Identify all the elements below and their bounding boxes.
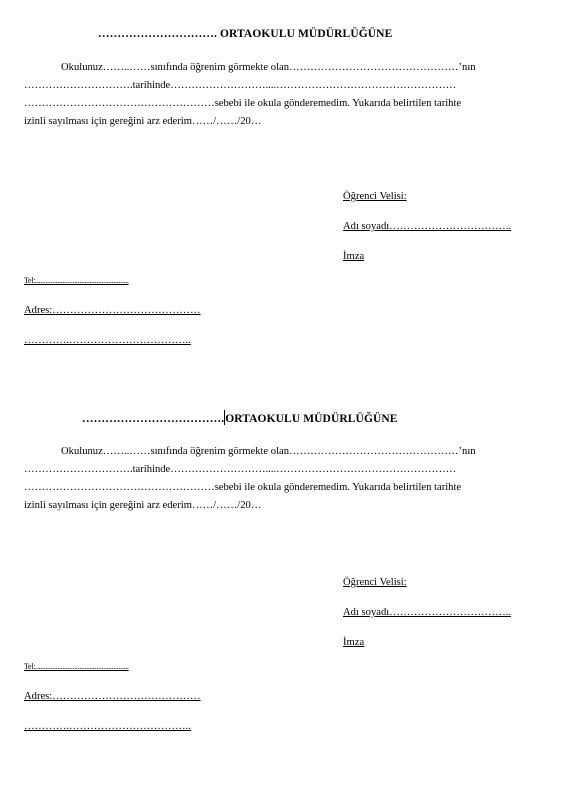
permission-form-2 (24, 410, 543, 732)
guardian-name-field: Adı soyadı…………………………….. (343, 221, 512, 232)
body-line-4: izinli sayılması için gereğini arz ederim……/……/20… (24, 500, 262, 511)
guardian-name-field: Adı soyadı…………………………….. (343, 607, 512, 618)
form-title (24, 26, 543, 42)
form-body (24, 59, 543, 131)
address-field-line-2: ………….…………………………….. (24, 721, 191, 732)
body-line-2: ………………………….tarihinde………………………....…………………………………………… (24, 80, 457, 91)
contact-block (24, 660, 201, 750)
body-line-2: ………………………….tarihinde………………………....…………………………………………… (24, 464, 457, 475)
address-field: Adres:…………………………………… (24, 691, 201, 702)
guardian-signature-field: İmza (343, 637, 365, 648)
address-field: Adres:…………………………………… (24, 305, 201, 316)
title-school-blank: ………………………………. (82, 413, 225, 425)
body-line-3: ………………………………………………sebebi ile okula gönderemedim. Yukarıda belirtilen tarihte (24, 482, 462, 493)
signature-block (343, 190, 511, 280)
guardian-label: Öğrenci Velisi: (343, 577, 407, 588)
permission-form-1 (24, 26, 543, 346)
address-field-line-2: ………….…………………………….. (24, 335, 191, 346)
guardian-signature-field: İmza (343, 251, 365, 262)
body-line-1: Okulunuz……..……sınıfında öğrenim görmekte olan…………………………………………’nın (61, 62, 476, 73)
title-school-blank: …………………………. (98, 28, 217, 40)
body-line-4: izinli sayılması için gereğini arz ederim……/……/20… (24, 116, 262, 127)
tel-field: Tel:....................................................... (24, 276, 129, 285)
form-body (24, 443, 543, 515)
tel-field: Tel:....................................................... (24, 662, 129, 671)
body-line-1: Okulunuz……..……sınıfında öğrenim görmekte olan…………………………………………’nın (61, 446, 476, 457)
signature-block (343, 576, 511, 666)
body-line-3: ………………………………………………sebebi ile okula gönderemedim. Yukarıda belirtilen tarihte (24, 98, 462, 109)
title-text: ORTAOKULU MÜDÜRLÜĞÜNE (225, 413, 398, 425)
form-title (24, 410, 543, 426)
contact-block (24, 274, 201, 364)
title-text: ORTAOKULU MÜDÜRLÜĞÜNE (219, 28, 393, 40)
guardian-label: Öğrenci Velisi: (343, 191, 407, 202)
